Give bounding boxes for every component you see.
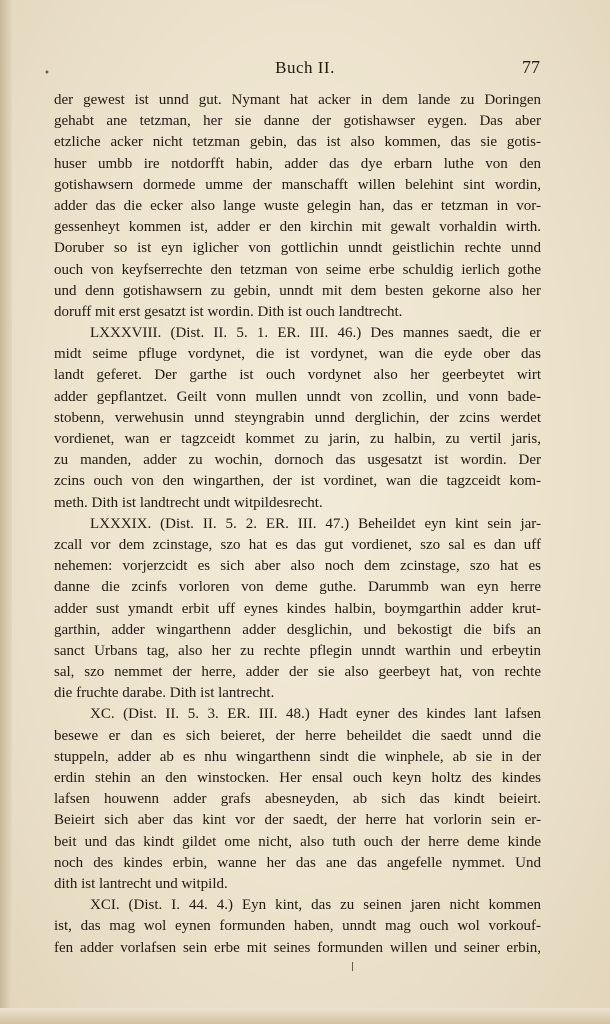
text-line: vordienet, wan er tagzceidt kommet zu jarin, zu halbin, zu vertil jaris, bbox=[54, 431, 541, 447]
text-line: dith ist lantrecht und witpild. bbox=[54, 875, 228, 892]
text-line: gehabt ane tetzman, her sie danne der gotishawser eygen. Das aber bbox=[54, 113, 541, 130]
text-line: sanct Urbans tag, also her zu rechte pflegin unndt warthin und erbeytin bbox=[54, 642, 541, 659]
text-line: die fruchte darabe. Dith ist lantrecht. bbox=[54, 685, 275, 702]
text-line: zu manden, adder zu wochin, dornoch das usgesatzt ist wordin. Der bbox=[54, 452, 541, 469]
text-line: besewe er dan es sich beieret, der herre beheildet die saedt unnd die bbox=[54, 727, 541, 744]
text-line: stuppeln, adder ab es nhu wingarthenn sindt die winphele, ab sie in der bbox=[54, 748, 541, 765]
page-gutter-shadow bbox=[0, 0, 12, 1024]
text-line: doruff mit erst gesatzt ist wordin. Dith ist ouch landtrecht. bbox=[54, 303, 403, 320]
text-line: beit und das kindt gildet ome nicht, also tuth ouch der herre deme kinde bbox=[54, 833, 541, 850]
page-number: 77 bbox=[522, 57, 540, 77]
text-line: ist, das mag wol eynen formunden haben, unndt mag ouch wol vorkouf- bbox=[54, 918, 541, 935]
text-line: gotishawsern dormede umme der manschafft willen belehint sint wordin, bbox=[54, 176, 541, 193]
section-heading-line: LXXXIX. (Dist. II. 5. 2. ER. III. 47.) Beheildet eyn kint sein jar- bbox=[90, 515, 541, 532]
text-line: danne die zcinfs vorloren von deme guthe. Darummb wan eyn herre bbox=[54, 579, 541, 596]
text-line: erdin stehin an den winstocken. Her ensal ouch keyn holtz des kindes bbox=[54, 770, 541, 786]
ornament-dot: • bbox=[44, 68, 50, 79]
text-line: der gewest ist unnd gut. Nymant hat acker in dem lande zu Doringen bbox=[54, 92, 541, 108]
text-line: lafsen houwenn adder grafs abesneyden, ab sich das kindt beieirt. bbox=[54, 791, 541, 808]
text-line: Beieirt sich aber das kint vor der saedt, der herre hat vorlorin sein er- bbox=[54, 812, 541, 829]
running-title: Buch II. bbox=[275, 58, 335, 77]
text-line: und denn gotishawsern zu gebin, unndt mit dem besten gekorne also her bbox=[54, 282, 541, 299]
text-line: gessenheyt kommen ist, adder er den kirchin mit gewalt vorhaldin wirth. bbox=[54, 219, 541, 236]
section-heading-line: XC. (Dist. II. 5. 3. ER. III. 48.) Hadt eyner des kindes lant lafsen bbox=[90, 706, 541, 723]
text-line: nehemen: vorjerzcidt es sich aber also noch dem zcinstage, szo hat es bbox=[54, 558, 541, 575]
text-line: sal, szo nemmet der herre, adder der sie also geerbeyt hat, von rechte bbox=[54, 664, 541, 681]
section-heading-line: LXXXVIII. (Dist. II. 5. 1. ER. III. 46.) Des mannes saedt, die er bbox=[90, 325, 541, 342]
text-line: garthin, adder wingarthenn adder desglichin, und bekostigt die bifs an bbox=[54, 621, 541, 638]
section-heading-line: XCI. (Dist. I. 44. 4.) Eyn kint, das zu seinen jaren nicht kommen bbox=[90, 897, 541, 914]
text-line: zcins ouch von den wingarthen, der ist vordinet, wan die tagzceidt kom- bbox=[54, 473, 541, 490]
text-line: Doruber so ist eyn iglicher von gottlichin unndt geistlichin rechte unnd bbox=[54, 240, 541, 257]
text-line: midt seime pfluge vordynet, die ist vordynet, wan die eyde ober das bbox=[54, 346, 541, 363]
body-text bbox=[54, 90, 541, 959]
text-line: stobenn, verwehusin unnd steyngrabin unnd derglichin, der zcins werdet bbox=[54, 409, 541, 426]
text-line: zcall vor dem zcinstage, szo hat es das gut vordienet, szo sal es dan uff bbox=[54, 536, 541, 553]
text-line: noch des kindes erbin, wanne her das ane das angefelle nymmet. Und bbox=[54, 854, 541, 871]
text-line: etzliche acker nicht tetzman gebin, das ist also kommen, das sie gotis- bbox=[54, 134, 541, 151]
text-line: fen adder vorlafsen sein erbe mit seines formunden willen und seiner erbin, bbox=[54, 939, 541, 956]
text-line: adder gepflantzet. Geilt vonn mullen unndt von zcollin, und vonn bade- bbox=[54, 388, 541, 405]
printer-mark bbox=[352, 962, 353, 971]
text-line: huser umbb ire notdorfft habin, adder das dye erbarn luthe von den bbox=[54, 155, 541, 172]
text-line: ouch von keyfserrechte den tetzman von seime erbe schuldig ierlich gothe bbox=[54, 261, 541, 278]
text-line: adder das die ecker also lange wuste gelegin han, das er tetzman in vor- bbox=[54, 197, 541, 214]
text-line: meth. Dith ist landtrecht undt witpildesrecht. bbox=[54, 494, 323, 511]
text-line: landt geferet. Der garthe ist ouch vordynet also her geerbeytet wirt bbox=[54, 367, 541, 384]
page-bottom-edge bbox=[0, 1008, 610, 1024]
text-line: adder sust ymandt erbit uff eynes kindes halbin, boymgarthin adder krut- bbox=[54, 600, 541, 617]
